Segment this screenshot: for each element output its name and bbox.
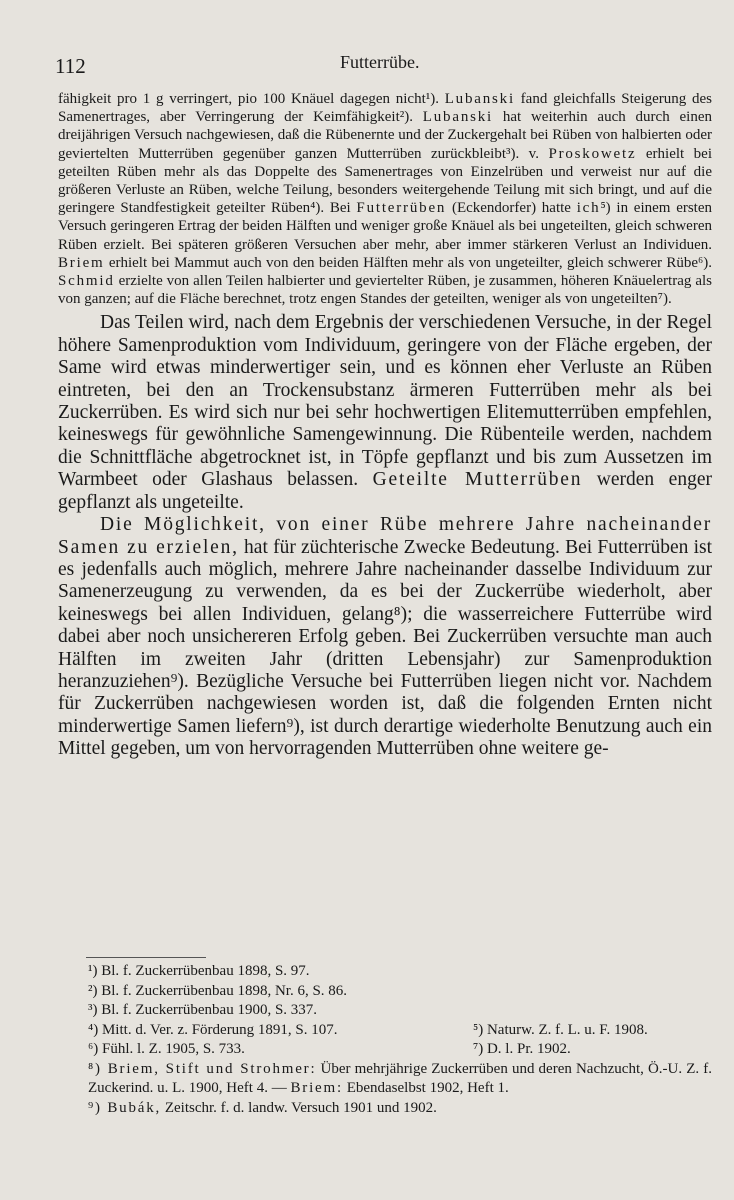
footnote-6-7: [58, 1040, 712, 1060]
footnote-8-authors: ⁸) Briem, Stift und Strohmer:: [88, 1060, 317, 1077]
small-print-segment: erhielt bei geteilten Rüben mehr als das Doppelte des Samenertrages von Einzelrüben und verweist nur auf die größeren Verluste an Rüben, welche Teilung, besonders weitergehende Teilung mit sich bringt, und auf die geringere Standfestigkeit geteilter Rüben⁴). Bei: [58, 145, 713, 217]
small-print-segment: fähigkeit pro 1 g verringert, pio 100 Knäuel dagegen nicht¹).: [58, 91, 445, 107]
small-print-paragraph: [58, 90, 712, 308]
footnote-8: [58, 1060, 712, 1099]
footnote-9-text: [88, 1099, 437, 1119]
small-print-segment: (Eckendorfer) hatte: [446, 200, 577, 217]
main-text: [58, 312, 712, 760]
footnote-9-rest: Zeitschr. f. d. landw. Versuch 1901 und 1902.: [161, 1099, 437, 1116]
small-print-segment: erzielte von allen Teilen halbierter und geviertelter Rüben, je zusammen, höheren Knäuelertrag als von ganzen; auf die Fläche berechnet, trotz engen Standes der geteilten, weniger als von ungeteilten⁷).: [58, 273, 712, 308]
small-print-segment: ⁵) in einem ersten Versuch geringeren Ertrag der beiden Hälften und weniger große Knäuel als bei ungeteilten, gleich schweren Rüben erzielt. Bei späteren größeren Versuchen aber mehr, aber immer stärkeren Verlust an Individuen.: [58, 200, 713, 253]
paragraph-teilen-end: werden enger gepflanzt als ungeteilte.: [58, 469, 712, 513]
footnote-rule: [86, 957, 206, 958]
page-header: [50, 48, 690, 82]
footnote-3: [58, 1001, 712, 1021]
footnote-8-text-end: Ebendaselbst 1902, Heft 1.: [342, 1080, 509, 1096]
footnote-6-text: ⁶) Fühl. l. Z. 1905, S. 733.: [88, 1041, 245, 1057]
paragraph-teilen-text: Das Teilen wird, nach dem Ergebnis der verschiedenen Versuche, in der Regel höhere Samenproduktion vom Individuum, geringere von der Fläche ergeben, der Same wird etwas minderwertiger sein, und es können eher Verluste an Rüben eintreten, bei den an Trockensubstanz ärmeren Futterrüben mehr als bei Zuckerrüben. Es wird sich nur bei sehr hochwertigen Elitemutterrüben empfehlen, keineswegs für gewöhnliche Samengewinnung. Die Rübenteile werden, nachdem die Schnittfläche abgetrocknet ist, in Töpfe gepflanzt und bis zum Aussetzen im Warmbeet oder Glashaus belassen.: [58, 312, 712, 491]
emphasis-author-name: ich: [576, 200, 601, 217]
emphasis-author-name: Schmid: [58, 273, 115, 290]
footnote-9-author: ⁹) Bubák,: [88, 1099, 162, 1116]
footnote-3-text: ³) Bl. f. Zuckerrübenbau 1900, S. 337.: [88, 1002, 318, 1018]
emphasis-author-name: Proskowetz: [548, 145, 637, 162]
paragraph-moeglichkeit-text: hat für züchterische Zwecke Bedeutung. Bei Futterrüben ist es jedenfalls auch möglich, mehrere Jahre nacheinander dasselbe Individuum zur Samenerzeugung zu verwenden, da es bei der Zuckerrübe wiederholt, aber keineswegs bei allen Individuen, gelang⁸); die wasserreichere Futterrübe wird dabei aber noch unsichereren Erfolg geben. Bei Zuckerrüben versuchte man auch Hälften im zweiten Jahr (dritten Lebensjahr) zur Samenproduktion heranzuziehen⁹). Bezügliche Versuche bei Futterrüben liegen nicht vor. Nachdem für Zuckerrüben nachgewiesen worden ist, daß die folgenden Ernten nicht minderwertige Samen liefern⁹), ist durch derartige wiederholte Benutzung auch ein Mittel gegeben, um von hervorragenden Mutterrüben ohne weitere ge-: [58, 536, 712, 760]
paragraph-moeglichkeit: [58, 514, 712, 760]
small-print-segment: fand gleichfalls Steigerung des Samenertrages, aber Verringerung der Keimfähigkeit²).: [58, 91, 712, 126]
footnote-7-text: ⁷) D. l. Pr. 1902.: [473, 1041, 571, 1057]
emphasis-author-name: Briem: [58, 254, 105, 271]
footnote-1-text: ¹) Bl. f. Zuckerrübenbau 1898, S. 97.: [88, 963, 310, 979]
emphasis-author-name: Lubanski: [422, 109, 494, 126]
footnote-1: [58, 962, 712, 982]
page-body: [58, 90, 712, 761]
footnote-5-text: ⁵) Naturw. Z. f. L. u. F. 1908.: [473, 1021, 648, 1038]
emphasis-moeglichkeit: Die Möglichkeit, von einer Rübe mehrere Jahre nacheinander Samen zu erzielen,: [58, 514, 712, 558]
footnote-9: [58, 1099, 712, 1119]
small-print-text: [58, 90, 712, 308]
emphasis-geteilte-mutterrueben: Geteilte Mutterrüben: [372, 469, 583, 491]
page-number: 112: [55, 54, 86, 78]
paragraph-teilen: [58, 312, 712, 514]
running-title: Futterrübe.: [340, 52, 420, 72]
footnote-8-author2: Briem:: [290, 1080, 343, 1096]
footnote-8-text: Über mehrjährige Zuckerrüben und deren Nachzucht, Ö.-U. Z. f. Zuckerind. u. L. 1900, Heft 4. —: [88, 1060, 712, 1096]
footnotes: [58, 962, 712, 1118]
small-print-segment: hat weiterhin auch durch einen dreijährigen Versuch nachgewiesen, daß die Rübenernte und der Zuckergehalt bei Rüben von halbierten oder geviertelten Mutterrüben gegenüber ganzen Mutterrüben zurückbleibt³). v.: [58, 109, 712, 162]
emphasis-author-name: Futterrüben: [356, 200, 447, 217]
footnote-2: [58, 982, 712, 1002]
footnote-4-5: [58, 1021, 712, 1041]
small-print-segment: erhielt bei Mammut auch von den beiden Hälften mehr als von ungeteilter, gleich schwerer Rübe⁶).: [104, 254, 712, 271]
emphasis-author-name: Lubanski: [444, 91, 515, 107]
footnote-2-text: ²) Bl. f. Zuckerrübenbau 1898, Nr. 6, S. 86.: [88, 982, 348, 999]
footnote-4-text: ⁴) Mitt. d. Ver. z. Förderung 1891, S. 107.: [88, 1021, 338, 1038]
